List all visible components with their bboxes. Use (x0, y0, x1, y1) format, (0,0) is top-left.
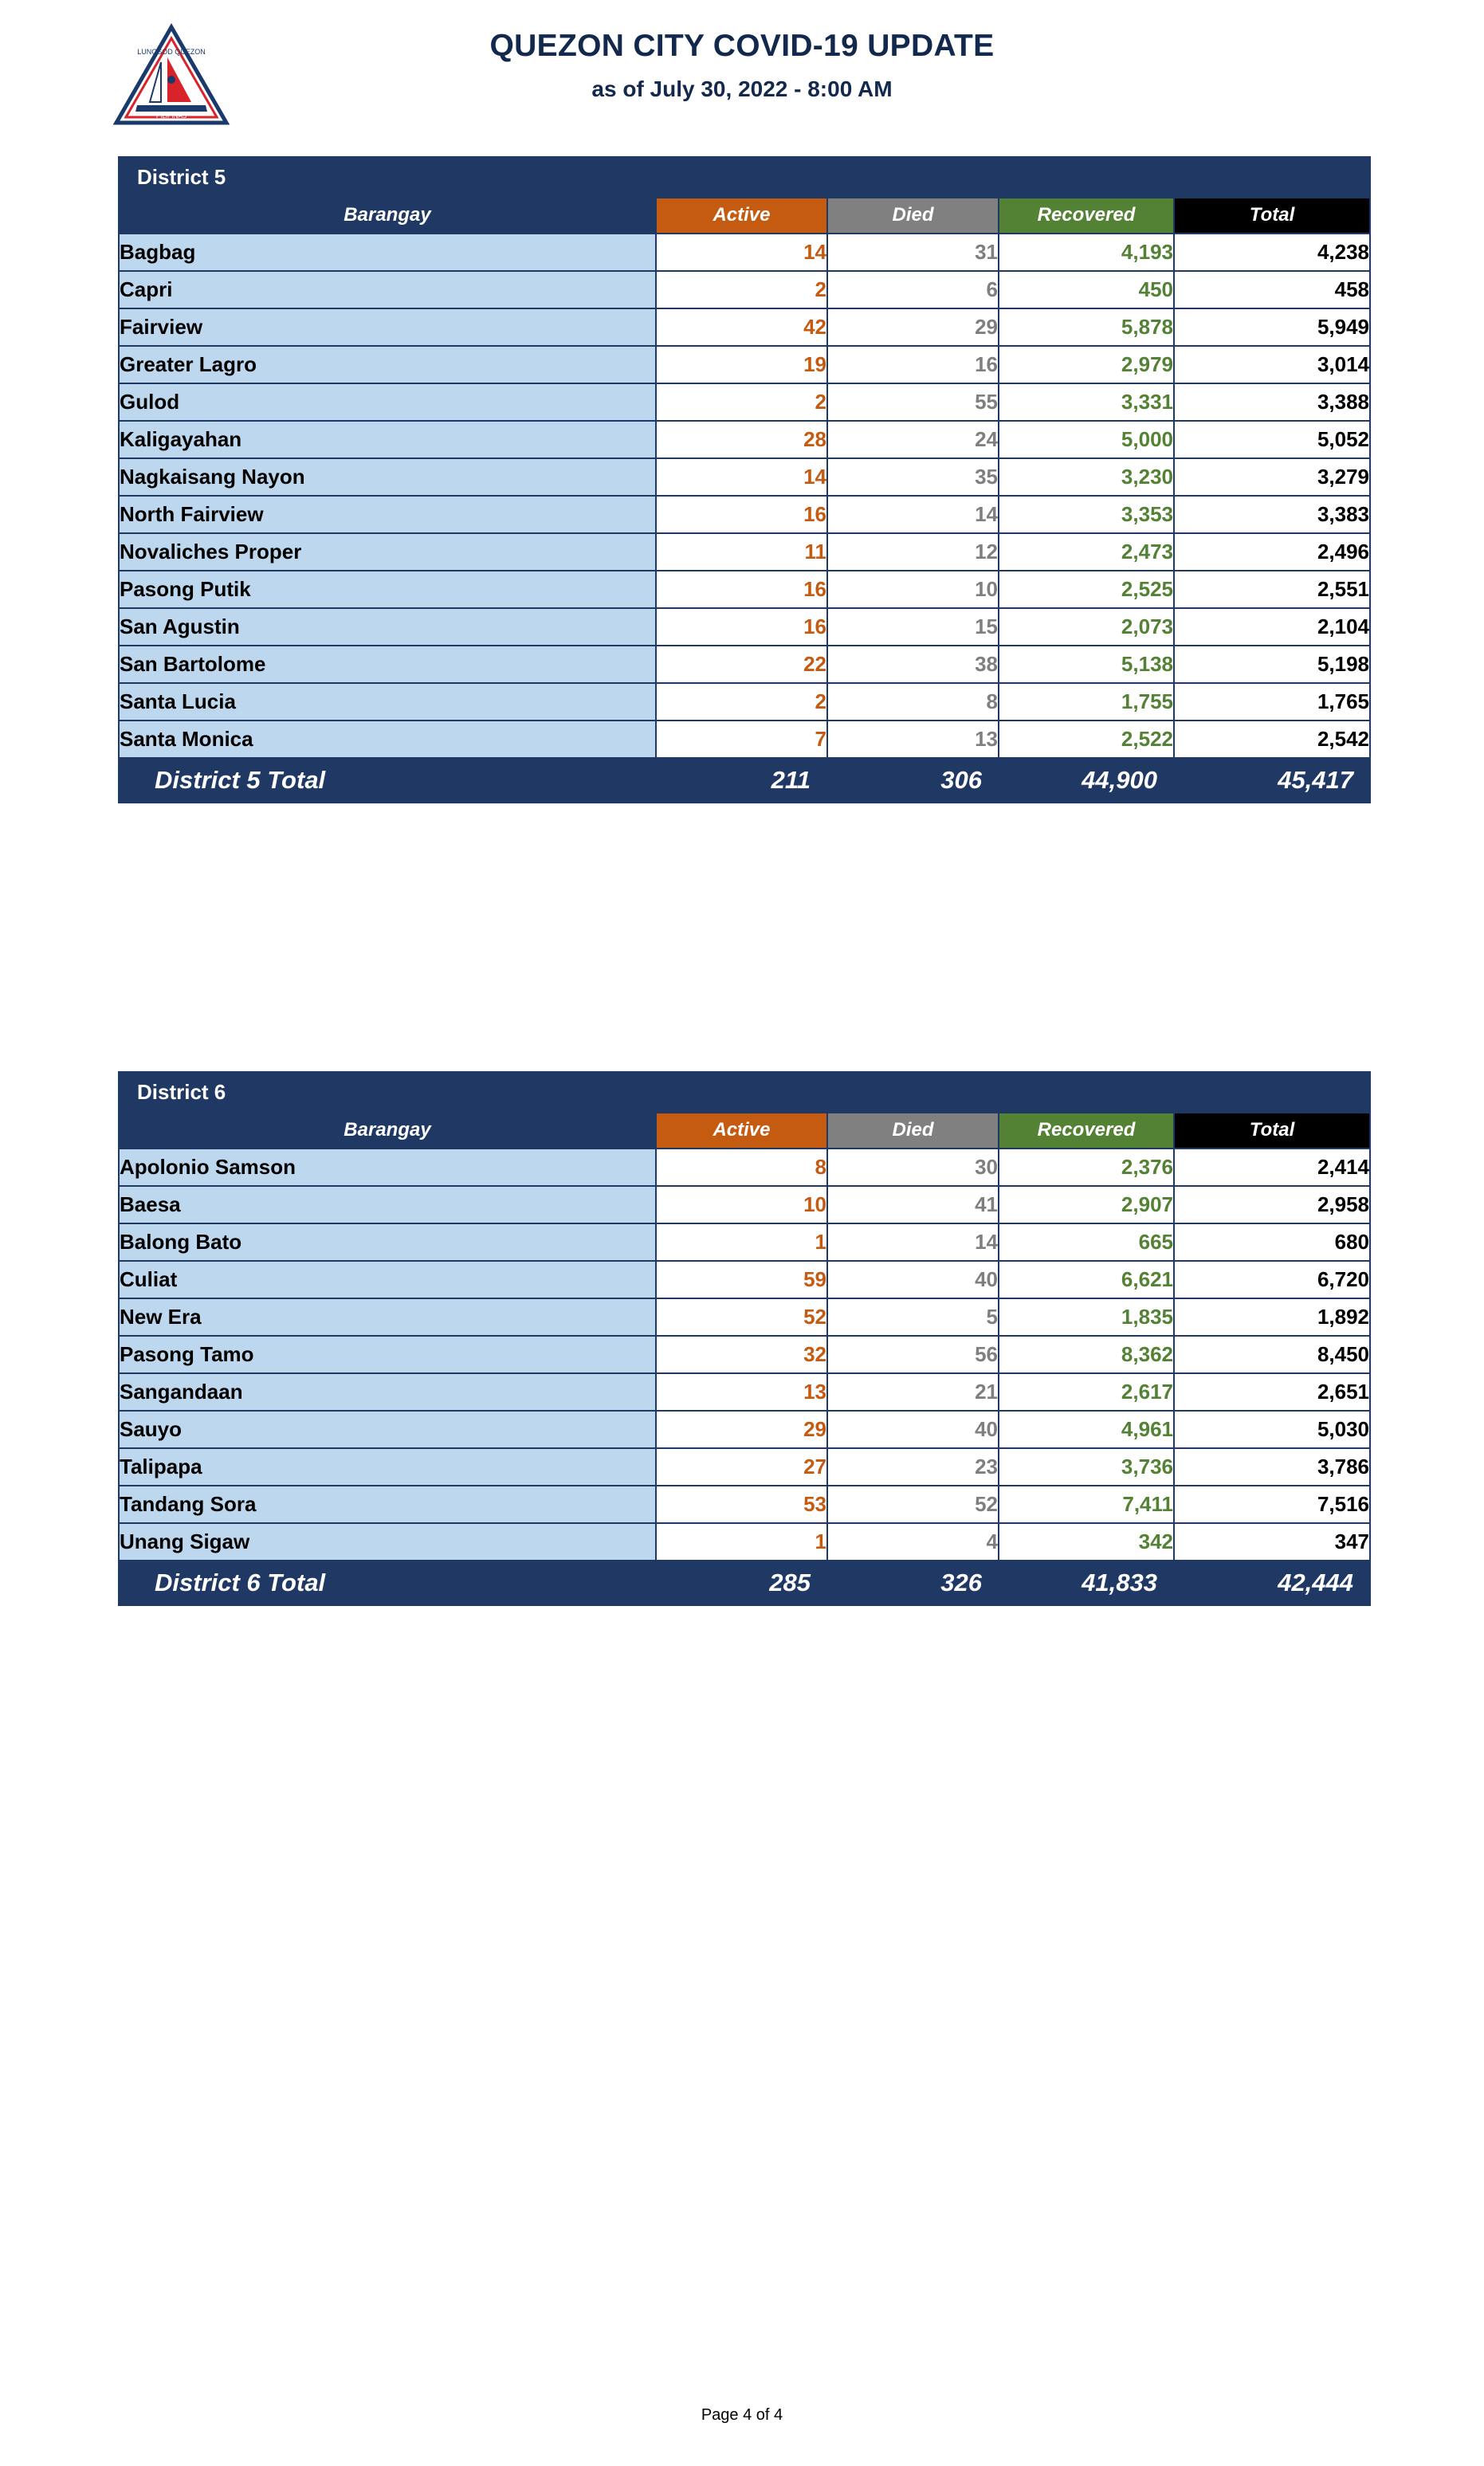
table-row (119, 1261, 1370, 1298)
recovered-value: 665 (999, 1223, 1174, 1261)
died-value: 14 (827, 496, 999, 533)
barangay-name: Fairview (119, 308, 656, 346)
barangay-name: Apolonio Samson (119, 1149, 656, 1186)
total-value: 680 (1174, 1223, 1370, 1261)
total-value: 2,958 (1174, 1186, 1370, 1223)
recovered-value: 6,621 (999, 1261, 1174, 1298)
barangay-name: Kaligayahan (119, 421, 656, 458)
active-value: 7 (656, 721, 827, 758)
active-value: 53 (656, 1486, 827, 1523)
active-value: 16 (656, 571, 827, 608)
recovered-value: 2,907 (999, 1186, 1174, 1223)
total-value: 3,786 (1174, 1448, 1370, 1486)
table-row (119, 1149, 1370, 1186)
recovered-value: 5,138 (999, 646, 1174, 683)
barangay-name: Pasong Tamo (119, 1336, 656, 1373)
district-total-died: 306 (827, 758, 999, 803)
barangay-name: Capri (119, 271, 656, 308)
total-value: 5,030 (1174, 1411, 1370, 1448)
column-header-died: Died (827, 198, 999, 234)
column-header-recovered: Recovered (999, 198, 1174, 234)
died-value: 29 (827, 308, 999, 346)
table-row (119, 1448, 1370, 1486)
active-value: 14 (656, 234, 827, 271)
table-row (119, 533, 1370, 571)
column-header-row (119, 198, 1370, 234)
barangay-name: Greater Lagro (119, 346, 656, 383)
recovered-value: 2,617 (999, 1373, 1174, 1411)
total-value: 347 (1174, 1523, 1370, 1561)
column-header-active: Active (656, 198, 827, 234)
barangay-name: Culiat (119, 1261, 656, 1298)
table-row (119, 1298, 1370, 1336)
barangay-name: Pasong Putik (119, 571, 656, 608)
total-value: 4,238 (1174, 234, 1370, 271)
active-value: 1 (656, 1523, 827, 1561)
barangay-name: New Era (119, 1298, 656, 1336)
recovered-value: 2,525 (999, 571, 1174, 608)
table-row (119, 421, 1370, 458)
total-value: 5,052 (1174, 421, 1370, 458)
active-value: 14 (656, 458, 827, 496)
total-value: 5,198 (1174, 646, 1370, 683)
document-header (0, 0, 1484, 147)
total-value: 3,388 (1174, 383, 1370, 421)
died-value: 21 (827, 1373, 999, 1411)
active-value: 13 (656, 1373, 827, 1411)
total-value: 2,542 (1174, 721, 1370, 758)
barangay-name: Santa Lucia (119, 683, 656, 721)
column-header-total: Total (1174, 198, 1370, 234)
total-value: 2,651 (1174, 1373, 1370, 1411)
table-row (119, 1486, 1370, 1523)
recovered-value: 4,193 (999, 234, 1174, 271)
column-header-recovered: Recovered (999, 1113, 1174, 1149)
barangay-name: North Fairview (119, 496, 656, 533)
total-value: 5,949 (1174, 308, 1370, 346)
column-header-active: Active (656, 1113, 827, 1149)
district-5-table (118, 156, 1369, 803)
table-row (119, 458, 1370, 496)
barangay-name: Gulod (119, 383, 656, 421)
total-value: 458 (1174, 271, 1370, 308)
total-value: 2,551 (1174, 571, 1370, 608)
table-row (119, 721, 1370, 758)
recovered-value: 2,473 (999, 533, 1174, 571)
died-value: 35 (827, 458, 999, 496)
total-value: 3,014 (1174, 346, 1370, 383)
died-value: 14 (827, 1223, 999, 1261)
died-value: 55 (827, 383, 999, 421)
total-value: 3,383 (1174, 496, 1370, 533)
died-value: 13 (827, 721, 999, 758)
total-value: 1,765 (1174, 683, 1370, 721)
district-total-died: 326 (827, 1561, 999, 1605)
table-row (119, 571, 1370, 608)
active-value: 16 (656, 496, 827, 533)
recovered-value: 342 (999, 1523, 1174, 1561)
recovered-value: 1,755 (999, 683, 1174, 721)
svg-text:LUNGSOD QUEZON: LUNGSOD QUEZON (137, 48, 206, 56)
recovered-value: 3,230 (999, 458, 1174, 496)
barangay-name: Santa Monica (119, 721, 656, 758)
recovered-value: 2,376 (999, 1149, 1174, 1186)
title-block (0, 29, 1484, 102)
barangay-name: Sauyo (119, 1411, 656, 1448)
total-value: 8,450 (1174, 1336, 1370, 1373)
died-value: 24 (827, 421, 999, 458)
barangay-name: San Bartolome (119, 646, 656, 683)
recovered-value: 3,353 (999, 496, 1174, 533)
svg-text:PILIPINAS: PILIPINAS (155, 112, 187, 120)
recovered-value: 8,362 (999, 1336, 1174, 1373)
active-value: 2 (656, 383, 827, 421)
active-value: 59 (656, 1261, 827, 1298)
died-value: 23 (827, 1448, 999, 1486)
died-value: 8 (827, 683, 999, 721)
died-value: 30 (827, 1149, 999, 1186)
died-value: 52 (827, 1486, 999, 1523)
died-value: 40 (827, 1411, 999, 1448)
active-value: 28 (656, 421, 827, 458)
active-value: 32 (656, 1336, 827, 1373)
active-value: 52 (656, 1298, 827, 1336)
active-value: 10 (656, 1186, 827, 1223)
total-value: 2,496 (1174, 533, 1370, 571)
district-total-recovered: 44,900 (999, 758, 1174, 803)
recovered-value: 5,878 (999, 308, 1174, 346)
died-value: 40 (827, 1261, 999, 1298)
active-value: 22 (656, 646, 827, 683)
district-total-active: 211 (656, 758, 827, 803)
total-value: 6,720 (1174, 1261, 1370, 1298)
recovered-value: 5,000 (999, 421, 1174, 458)
table-row (119, 308, 1370, 346)
active-value: 1 (656, 1223, 827, 1261)
district-label: District 6 (119, 1072, 1370, 1113)
table-row (119, 608, 1370, 646)
district-label: District 5 (119, 157, 1370, 198)
active-value: 2 (656, 271, 827, 308)
died-value: 56 (827, 1336, 999, 1373)
table-row (119, 496, 1370, 533)
table-row (119, 1523, 1370, 1561)
recovered-value: 4,961 (999, 1411, 1174, 1448)
active-value: 19 (656, 346, 827, 383)
active-value: 16 (656, 608, 827, 646)
barangay-name: Unang Sigaw (119, 1523, 656, 1561)
barangay-name: Nagkaisang Nayon (119, 458, 656, 496)
total-value: 1,892 (1174, 1298, 1370, 1336)
active-value: 11 (656, 533, 827, 571)
barangay-name: Balong Bato (119, 1223, 656, 1261)
district-total-row (119, 1561, 1370, 1605)
died-value: 4 (827, 1523, 999, 1561)
district-total-total: 45,417 (1174, 758, 1370, 803)
table-row (119, 1336, 1370, 1373)
died-value: 41 (827, 1186, 999, 1223)
active-value: 2 (656, 683, 827, 721)
district-total-total: 42,444 (1174, 1561, 1370, 1605)
barangay-name: Sangandaan (119, 1373, 656, 1411)
active-value: 42 (656, 308, 827, 346)
died-value: 6 (827, 271, 999, 308)
total-value: 7,516 (1174, 1486, 1370, 1523)
table-row (119, 234, 1370, 271)
died-value: 16 (827, 346, 999, 383)
recovered-value: 450 (999, 271, 1174, 308)
recovered-value: 2,979 (999, 346, 1174, 383)
active-value: 8 (656, 1149, 827, 1186)
total-value: 2,414 (1174, 1149, 1370, 1186)
barangay-name: Talipapa (119, 1448, 656, 1486)
died-value: 5 (827, 1298, 999, 1336)
active-value: 27 (656, 1448, 827, 1486)
table-row (119, 271, 1370, 308)
active-value: 29 (656, 1411, 827, 1448)
table-row (119, 646, 1370, 683)
table-row (119, 383, 1370, 421)
table-row (119, 1411, 1370, 1448)
total-value: 2,104 (1174, 608, 1370, 646)
table-row (119, 1223, 1370, 1261)
district-banner (119, 1072, 1370, 1113)
recovered-value: 2,073 (999, 608, 1174, 646)
column-header-died: Died (827, 1113, 999, 1149)
total-value: 3,279 (1174, 458, 1370, 496)
district-total-label: District 5 Total (119, 758, 656, 803)
table-row (119, 1186, 1370, 1223)
page-footer: Page 4 of 4 (701, 2406, 783, 2424)
district-total-recovered: 41,833 (999, 1561, 1174, 1605)
column-header-barangay: Barangay (119, 198, 656, 234)
page-title: QUEZON CITY COVID-19 UPDATE (489, 29, 995, 63)
barangay-name: Tandang Sora (119, 1486, 656, 1523)
barangay-name: Bagbag (119, 234, 656, 271)
column-header-total: Total (1174, 1113, 1370, 1149)
died-value: 38 (827, 646, 999, 683)
recovered-value: 3,331 (999, 383, 1174, 421)
died-value: 31 (827, 234, 999, 271)
table-row (119, 683, 1370, 721)
district-total-row (119, 758, 1370, 803)
died-value: 12 (827, 533, 999, 571)
recovered-value: 1,835 (999, 1298, 1174, 1336)
recovered-value: 3,736 (999, 1448, 1174, 1486)
district-6-table (118, 1071, 1369, 1606)
district-banner (119, 157, 1370, 198)
table-row (119, 346, 1370, 383)
died-value: 10 (827, 571, 999, 608)
column-header-barangay: Barangay (119, 1113, 656, 1149)
recovered-value: 2,522 (999, 721, 1174, 758)
recovered-value: 7,411 (999, 1486, 1174, 1523)
district-total-active: 285 (656, 1561, 827, 1605)
page-subtitle: as of July 30, 2022 - 8:00 AM (591, 77, 893, 101)
column-header-row (119, 1113, 1370, 1149)
barangay-name: San Agustin (119, 608, 656, 646)
table-row (119, 1373, 1370, 1411)
barangay-name: Novaliches Proper (119, 533, 656, 571)
died-value: 15 (827, 608, 999, 646)
barangay-name: Baesa (119, 1186, 656, 1223)
district-total-label: District 6 Total (119, 1561, 656, 1605)
